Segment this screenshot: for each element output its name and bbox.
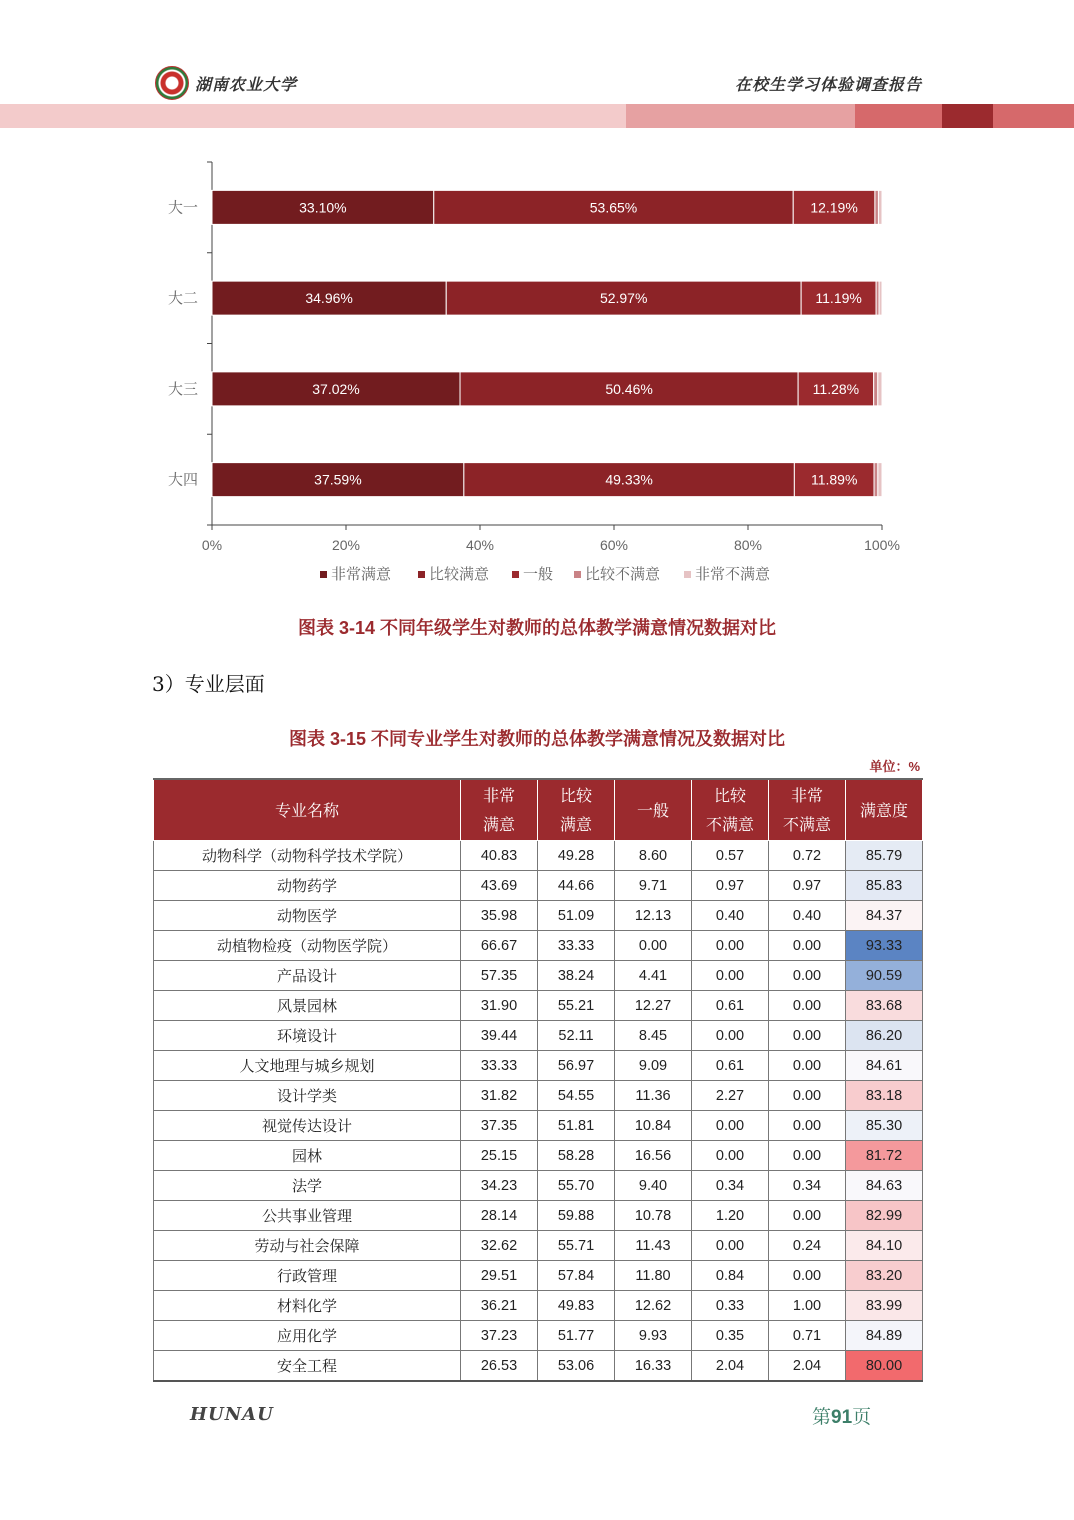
legend-swatch [512,571,519,578]
value-cell: 10.84 [615,1111,692,1141]
data-label: 34.96% [305,290,353,307]
unit-label: 单位：% [869,759,920,774]
header-line-2: 不满意 [705,815,754,834]
x-tick-label: 80% [733,537,763,553]
value-cell: 58.28 [538,1141,615,1171]
value-cell: 0.61 [692,991,769,1021]
bar-segment [875,190,879,224]
legend-swatch [574,571,581,578]
satisfaction-cell: 84.63 [846,1171,923,1201]
value-cell: 43.69 [461,871,538,901]
value-cell: 12.62 [615,1291,692,1321]
value-cell: 66.67 [461,931,538,961]
value-cell: 29.51 [461,1261,538,1291]
chart-bars [212,190,882,496]
major-name-cell: 设计学类 [154,1081,461,1111]
satisfaction-cell: 80.00 [846,1351,923,1382]
value-cell: 33.33 [538,931,615,961]
header-line-1: 非常 [790,786,823,805]
legend-swatch [684,571,691,578]
table-row [154,1081,923,1111]
value-cell: 9.93 [615,1321,692,1351]
value-cell: 28.14 [461,1201,538,1231]
value-cell: 2.27 [692,1081,769,1111]
satisfaction-cell: 84.37 [846,901,923,931]
value-cell: 16.33 [615,1351,692,1382]
header-line-1: 专业名称 [274,800,339,820]
band-segment-3 [855,104,942,128]
value-cell: 1.00 [769,1291,846,1321]
figure-3-14-caption: 图表 3-14 不同年级学生对教师的总体教学满意情况数据对比 [297,618,777,638]
value-cell: 55.21 [538,991,615,1021]
data-label: 12.19% [810,199,858,216]
header-line-2: 不满意 [782,815,831,834]
value-cell: 10.78 [615,1201,692,1231]
legend-label: 非常满意 [331,565,392,583]
major-name-cell: 视觉传达设计 [154,1111,461,1141]
satisfaction-cell: 82.99 [846,1201,923,1231]
value-cell: 0.33 [692,1291,769,1321]
category-label: 大四 [167,470,198,489]
table-row [154,1201,923,1231]
value-cell: 31.82 [461,1081,538,1111]
value-cell: 37.23 [461,1321,538,1351]
major-name-cell: 应用化学 [154,1321,461,1351]
value-cell: 51.09 [538,901,615,931]
satisfaction-cell: 84.89 [846,1321,923,1351]
major-name-cell: 劳动与社会保障 [154,1231,461,1261]
table-body [154,841,923,1382]
value-cell: 51.77 [538,1321,615,1351]
table-row [154,931,923,961]
value-cell: 0.97 [769,871,846,901]
value-cell: 55.71 [538,1231,615,1261]
table-row [154,1291,923,1321]
major-satisfaction-table [153,778,923,1382]
bar-segment [878,463,882,497]
data-label: 37.59% [314,471,362,488]
major-name-cell: 产品设计 [154,961,461,991]
major-name-cell: 公共事业管理 [154,1201,461,1231]
page-number-value: 91 [831,1407,853,1428]
satisfaction-cell: 93.33 [846,931,923,961]
legend-swatch [320,571,327,578]
legend-swatch [418,571,425,578]
value-cell: 0.00 [769,1201,846,1231]
satisfaction-cell: 90.59 [846,961,923,991]
table-header-cell [769,779,846,841]
value-cell: 31.90 [461,991,538,1021]
table-row [154,1321,923,1351]
header-line-1: 非常 [482,786,515,805]
value-cell: 0.00 [769,1261,846,1291]
table-row [154,1021,923,1051]
x-tick-label: 60% [599,537,629,553]
header-color-band [0,104,1074,128]
page-number [812,1402,871,1429]
bar-segment [878,372,882,406]
major-name-cell: 动植物检疫（动物医学院） [154,931,461,961]
major-name-cell: 风景园林 [154,991,461,1021]
table-row [154,1231,923,1261]
header-line-1: 比较 [713,786,746,805]
table-row [154,1141,923,1171]
satisfaction-cell: 81.72 [846,1141,923,1171]
major-name-cell: 材料化学 [154,1291,461,1321]
value-cell: 37.35 [461,1111,538,1141]
x-tick-label: 20% [331,537,361,553]
data-label: 49.33% [605,471,653,488]
data-label: 53.65% [589,199,638,216]
value-cell: 26.53 [461,1351,538,1382]
data-label: 37.02% [312,380,360,397]
footer-logo: HUNAU [190,1404,274,1425]
satisfaction-cell: 85.79 [846,841,923,871]
data-label: 33.10% [299,199,347,216]
table-row [154,1351,923,1382]
value-cell: 51.81 [538,1111,615,1141]
data-label: 11.28% [812,380,860,397]
value-cell: 0.24 [769,1231,846,1261]
table-header-cell [692,779,769,841]
value-cell: 57.35 [461,961,538,991]
value-cell: 57.84 [538,1261,615,1291]
value-cell: 0.34 [692,1171,769,1201]
value-cell: 0.00 [769,1051,846,1081]
value-cell: 35.98 [461,901,538,931]
report-title: 在校生学习体验调查报告 [734,75,922,94]
value-cell: 0.00 [692,931,769,961]
satisfaction-cell: 83.20 [846,1261,923,1291]
value-cell: 32.62 [461,1231,538,1261]
value-cell: 59.88 [538,1201,615,1231]
value-cell: 0.00 [692,1231,769,1261]
header-line-1: 一般 [636,800,669,820]
value-cell: 9.40 [615,1171,692,1201]
major-name-cell: 法学 [154,1171,461,1201]
value-cell: 8.60 [615,841,692,871]
table-header-cell [538,779,615,841]
bar-segment [874,463,878,497]
value-cell: 12.13 [615,901,692,931]
table-row [154,1111,923,1141]
value-cell: 0.00 [769,931,846,961]
x-tick-label: 100% [864,537,900,553]
value-cell: 0.84 [692,1261,769,1291]
value-cell: 0.61 [692,1051,769,1081]
major-name-cell: 行政管理 [154,1261,461,1291]
table-row [154,1261,923,1291]
value-cell: 0.00 [769,1081,846,1111]
value-cell: 49.28 [538,841,615,871]
value-cell: 36.21 [461,1291,538,1321]
value-cell: 9.71 [615,871,692,901]
value-cell: 2.04 [769,1351,846,1382]
value-cell: 11.36 [615,1081,692,1111]
table-row [154,901,923,931]
category-label: 大二 [167,289,198,308]
band-segment-4 [942,104,993,128]
value-cell: 56.97 [538,1051,615,1081]
value-cell: 40.83 [461,841,538,871]
value-cell: 53.06 [538,1351,615,1382]
band-segment-5 [993,104,1074,128]
value-cell: 54.55 [538,1081,615,1111]
satisfaction-cell: 83.18 [846,1081,923,1111]
value-cell: 34.23 [461,1171,538,1201]
data-label: 11.19% [815,290,862,307]
value-cell: 55.70 [538,1171,615,1201]
value-cell: 12.27 [615,991,692,1021]
value-cell: 0.00 [769,991,846,1021]
x-tick-label: 40% [465,537,495,553]
table-row [154,1171,923,1201]
table-row [154,841,923,871]
data-label: 52.97% [599,290,648,307]
satisfaction-cell: 84.61 [846,1051,923,1081]
satisfaction-cell: 85.30 [846,1111,923,1141]
legend-label: 非常不满意 [695,565,771,583]
satisfaction-cell: 84.10 [846,1231,923,1261]
value-cell: 38.24 [538,961,615,991]
value-cell: 0.34 [769,1171,846,1201]
major-name-cell: 人文地理与城乡规划 [154,1051,461,1081]
table-header-cell [615,779,692,841]
value-cell: 9.09 [615,1051,692,1081]
university-logo [155,66,189,100]
value-cell: 0.00 [692,1141,769,1171]
value-cell: 0.72 [769,841,846,871]
value-cell: 0.00 [769,961,846,991]
value-cell: 44.66 [538,871,615,901]
major-name-cell: 安全工程 [154,1351,461,1382]
page-prefix: 第 [812,1406,832,1428]
bar-segment [879,281,882,315]
grade-satisfaction-chart [150,150,930,600]
value-cell: 0.00 [692,961,769,991]
chart-legend [320,565,770,583]
value-cell: 16.56 [615,1141,692,1171]
value-cell: 1.20 [692,1201,769,1231]
satisfaction-cell: 83.99 [846,1291,923,1321]
data-label: 11.89% [810,471,858,488]
data-label: 50.46% [605,380,653,397]
table-header-cell [461,779,538,841]
value-cell: 0.00 [692,1111,769,1141]
category-label: 大三 [167,379,198,398]
value-cell: 0.00 [692,1021,769,1051]
category-label: 大一 [167,198,198,217]
value-cell: 0.00 [769,1111,846,1141]
major-name-cell: 园林 [154,1141,461,1171]
table-row [154,991,923,1021]
value-cell: 0.40 [692,901,769,931]
header-line-2: 满意 [559,815,592,834]
value-cell: 0.57 [692,841,769,871]
band-segment-1 [0,104,626,128]
bar-segment [874,372,878,406]
value-cell: 0.40 [769,901,846,931]
satisfaction-cell: 85.83 [846,871,923,901]
table-row [154,961,923,991]
value-cell: 8.45 [615,1021,692,1051]
satisfaction-cell: 86.20 [846,1021,923,1051]
major-name-cell: 动物医学 [154,901,461,931]
major-name-cell: 动物科学（动物科学技术学院） [154,841,461,871]
value-cell: 11.43 [615,1231,692,1261]
header-line-1: 满意度 [859,800,908,820]
page-suffix: 页 [852,1406,872,1428]
value-cell: 2.04 [692,1351,769,1382]
value-cell: 4.41 [615,961,692,991]
header-line-2: 满意 [482,815,515,834]
value-cell: 0.97 [692,871,769,901]
header-line-1: 比较 [559,786,592,805]
table-row [154,871,923,901]
university-name: 湖南农业大学 [195,75,298,94]
value-cell: 11.80 [615,1261,692,1291]
value-cell: 25.15 [461,1141,538,1171]
band-segment-2 [626,104,855,128]
major-name-cell: 动物药学 [154,871,461,901]
value-cell: 0.00 [769,1021,846,1051]
bar-segment [878,190,882,224]
value-cell: 52.11 [538,1021,615,1051]
legend-label: 比较满意 [429,565,490,583]
value-cell: 39.44 [461,1021,538,1051]
table-header-cell [846,779,923,841]
value-cell: 0.35 [692,1321,769,1351]
value-cell: 0.00 [615,931,692,961]
table-header-cell [154,779,461,841]
value-cell: 49.83 [538,1291,615,1321]
satisfaction-cell: 83.68 [846,991,923,1021]
x-tick-label: 0% [201,537,223,553]
table-header-row [154,779,923,841]
table-row [154,1051,923,1081]
legend-label: 比较不满意 [585,565,661,583]
section-heading: 3）专业层面 [152,672,265,696]
value-cell: 0.00 [769,1141,846,1171]
value-cell: 0.71 [769,1321,846,1351]
legend-label: 一般 [523,565,554,583]
figure-3-15-caption: 图表 3-15 不同专业学生对教师的总体教学满意情况及数据对比 [288,729,786,749]
value-cell: 33.33 [461,1051,538,1081]
major-name-cell: 环境设计 [154,1021,461,1051]
